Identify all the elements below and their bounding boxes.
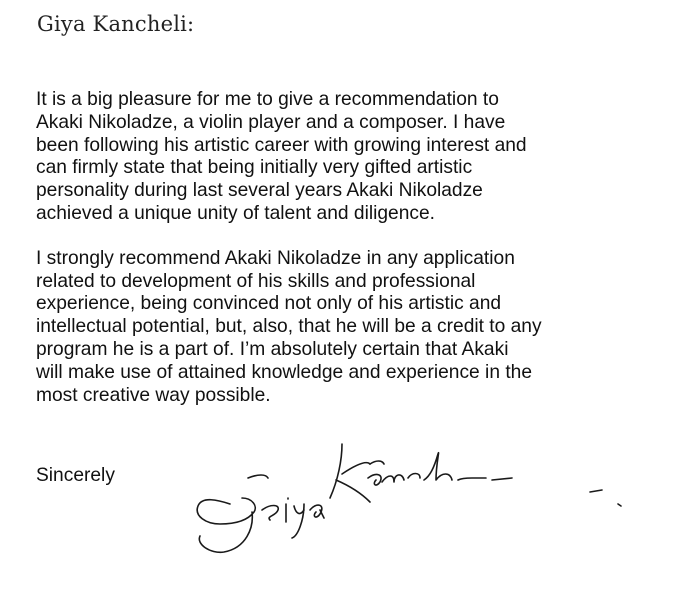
- handwritten-signature: [170, 440, 670, 580]
- signature-drawing: [170, 440, 670, 580]
- signature-stroke-s: [262, 506, 278, 521]
- paragraph-line: Akaki Nikoladze, a violin player and a composer. I have: [36, 111, 506, 133]
- paragraph-line: program he is a part of. I’m absolutely certain that Akaki: [36, 338, 509, 360]
- document-heading: Giya Kancheli:: [37, 12, 195, 36]
- signature-stroke-ancheli: [368, 453, 486, 485]
- paragraph-line: can firmly state that being initially very gifted artistic: [36, 157, 473, 179]
- paragraph-line: I strongly recommend Akaki Nikoladze in any application: [36, 247, 515, 269]
- paragraph-line: intellectual potential, but, also, that he will be a credit to any: [36, 316, 542, 338]
- paragraph-line: most creative way possible.: [36, 384, 271, 406]
- signature-stroke-dash: [492, 478, 512, 480]
- paragraph-line: related to development of his skills and professional: [36, 270, 476, 292]
- signature-stroke-end-dot: [618, 504, 621, 506]
- signature-stroke-accent: [370, 461, 384, 464]
- paragraph-line: It is a big pleasure for me to give a recommendation to: [36, 89, 499, 110]
- closing-text: Sincerely: [36, 465, 115, 486]
- paragraph-1: [36, 89, 676, 226]
- signature-stroke-g-tail: [248, 475, 268, 478]
- paragraph-2: [36, 248, 676, 408]
- signature-stroke-k: [330, 444, 370, 502]
- signature-stroke-end-dash: [590, 490, 602, 492]
- paragraph-line: been following his artistic career with growing interest and: [36, 134, 527, 156]
- paragraph-line: experience, being convinced not only of his artistic and: [36, 293, 502, 315]
- letter-body: [36, 89, 676, 407]
- paragraph-line: personality during last several years Akaki Nikoladze: [36, 180, 483, 202]
- paragraph-line: will make use of attained knowledge and experience in the: [36, 361, 532, 383]
- signature-stroke-i: [286, 498, 288, 522]
- paragraph-line: achieved a unique unity of talent and diligence.: [36, 202, 435, 224]
- signature-stroke-a: [310, 505, 324, 518]
- signature-stroke-y: [292, 504, 304, 538]
- signature-stroke-g: [197, 498, 255, 552]
